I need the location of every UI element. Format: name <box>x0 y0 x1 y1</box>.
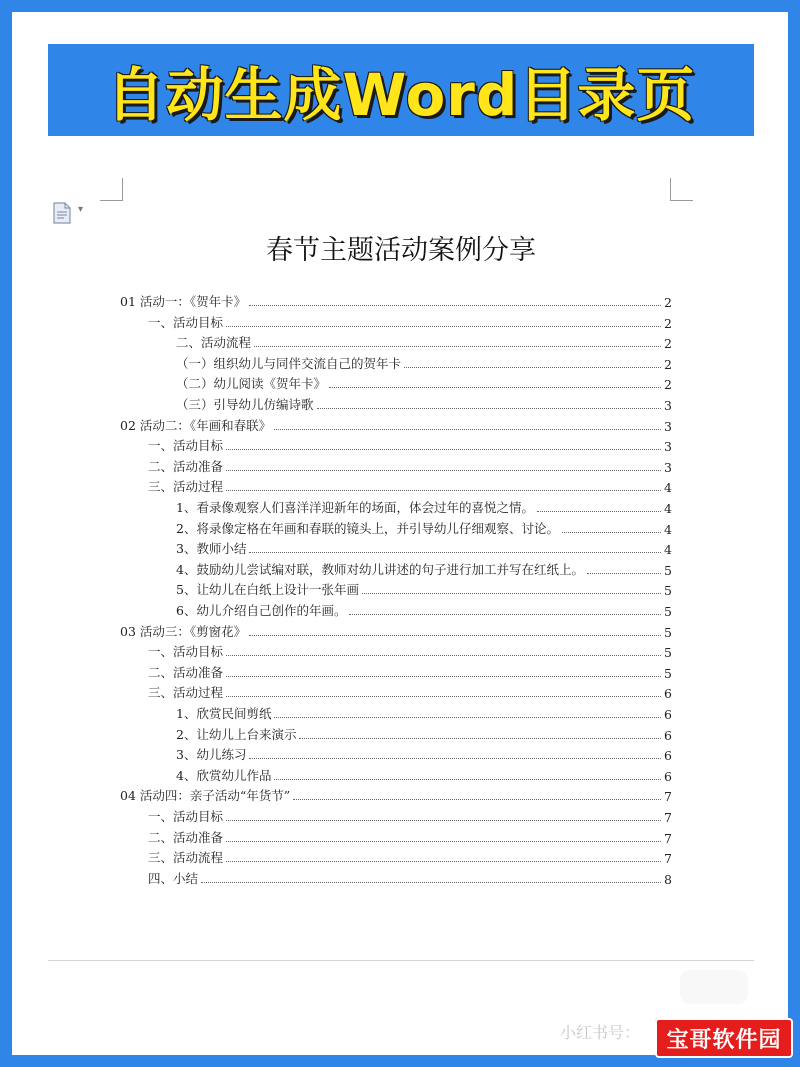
toc-entry-title: 三、活动流程 <box>148 850 224 866</box>
toc-leader-dots <box>226 449 661 450</box>
toc-entry-title: 二、活动流程 <box>176 335 252 351</box>
toc-leader-dots <box>349 614 661 615</box>
toc-entry[interactable] <box>120 620 672 640</box>
toc-entry-title: 二、活动准备 <box>148 664 224 680</box>
toc-page-number: 2 <box>664 356 672 372</box>
brand-logo-badge <box>655 1018 793 1058</box>
toc-page-number: 2 <box>664 295 672 310</box>
toc-page-number: 7 <box>664 810 672 825</box>
toc-entry-title: 一、活动目标 <box>148 314 224 330</box>
toc-entry-title: （三）引导幼儿仿编诗歌 <box>176 397 314 412</box>
toc-entry-title: 2、将录像定格在年画和春联的镜头上，并引导幼儿仔细观察、讨论。 <box>176 520 559 536</box>
toc-leader-dots <box>362 593 661 594</box>
toc-entry-title: 4、鼓励幼儿尝试编对联，教师对幼儿讲述的句子进行加工并写在红纸上。 <box>176 561 584 577</box>
toc-entry[interactable] <box>148 867 672 887</box>
page-bottom-divider <box>48 960 754 961</box>
toc-page-number: 6 <box>664 727 672 743</box>
toc-entry-title: 02 活动二：《年画和春联》 <box>120 417 272 433</box>
toc-leader-dots <box>226 470 661 471</box>
toc-leader-dots <box>249 758 661 759</box>
toc-page-number: 4 <box>664 480 672 496</box>
toc-leader-dots <box>254 346 661 347</box>
toc-entry-title: 一、活动目标 <box>148 644 224 660</box>
toc-page-number: 6 <box>664 686 672 702</box>
toc-leader-dots <box>226 490 661 491</box>
toc-leader-dots <box>404 367 661 368</box>
toc-entry[interactable] <box>148 434 672 454</box>
toc-page-number: 4 <box>664 542 672 558</box>
document-title: 春节主题活动案例分享 <box>266 235 536 266</box>
toc-leader-dots <box>329 387 661 388</box>
toc-page-number: 3 <box>664 459 672 475</box>
toc-page-number: 5 <box>664 583 672 599</box>
toc-entry-title: 3、幼儿练习 <box>176 747 247 763</box>
caret-down-icon[interactable]: ▾ <box>78 204 84 215</box>
toc-entry[interactable] <box>176 331 672 351</box>
toc-entry[interactable] <box>176 702 672 722</box>
toc-leader-dots <box>293 799 661 800</box>
brand-logo-text: 宝哥软件园 <box>666 1027 782 1053</box>
toc-leader-dots <box>537 511 661 512</box>
toc-entry[interactable] <box>176 372 672 392</box>
toc-entry-title: （二）幼儿阅读《贺年卡》 <box>176 376 327 392</box>
toc-entry-title: 6、幼儿介绍自己创作的年画。 <box>176 603 347 618</box>
faint-overlay-button <box>680 970 748 1004</box>
toc-entry-title: （一）组织幼儿与同伴交流自己的贺年卡 <box>176 355 402 371</box>
toc-leader-dots <box>587 573 661 574</box>
toc-leader-dots <box>274 717 661 718</box>
toc-entry[interactable] <box>148 826 672 846</box>
platform-watermark: 小红书号： <box>560 1023 641 1042</box>
toc-entry[interactable] <box>148 805 672 825</box>
toc-page-number: 7 <box>664 830 672 846</box>
toc-entry[interactable] <box>176 352 672 372</box>
toc-entry-title: 二、活动准备 <box>148 829 224 845</box>
toc-page-number: 2 <box>664 315 672 331</box>
document-icon[interactable] <box>52 202 72 224</box>
toc-entry[interactable] <box>176 723 672 743</box>
toc-entry-title: 3、教师小结 <box>176 541 247 557</box>
toc-entry[interactable] <box>120 290 672 310</box>
toc-leader-dots <box>249 635 661 636</box>
toc-entry[interactable] <box>148 640 672 660</box>
toc-leader-dots <box>201 882 661 883</box>
toc-entry-title: 2、让幼儿上台来演示 <box>176 726 297 742</box>
toc-entry[interactable] <box>176 578 672 598</box>
toc-page-number: 6 <box>664 707 672 722</box>
toc-leader-dots <box>317 408 661 409</box>
toc-page-number: 3 <box>664 418 672 434</box>
toc-entry[interactable] <box>148 455 672 475</box>
toc-entry[interactable] <box>176 764 672 784</box>
toc-page-number: 6 <box>664 748 672 764</box>
toc-entry-title: 5、让幼儿在白纸上设计一张年画 <box>176 582 359 598</box>
title-banner <box>48 44 754 136</box>
toc-entry[interactable] <box>148 311 672 331</box>
toc-leader-dots <box>226 696 661 697</box>
toc-leader-dots <box>274 779 661 780</box>
toc-page-number: 8 <box>664 871 672 887</box>
toc-page-number: 6 <box>664 768 672 784</box>
toc-page-number: 2 <box>664 336 672 352</box>
toc-entry[interactable] <box>176 496 672 516</box>
toc-page-number: 2 <box>664 377 672 393</box>
toc-entry[interactable] <box>176 393 672 413</box>
toc-leader-dots <box>226 861 661 862</box>
toc-leader-dots <box>249 305 661 306</box>
toc-entry-title: 一、活动目标 <box>148 809 224 824</box>
toc-entry-title: 04 活动四：亲子活动“年货节” <box>120 788 291 804</box>
toc-entry[interactable] <box>176 558 672 578</box>
toc-entry[interactable] <box>176 537 672 557</box>
toc-entry-title: 一、活动目标 <box>148 438 224 454</box>
toc-entry-title: 03 活动三：《剪窗花》 <box>120 623 247 639</box>
toc-entry-title: 三、活动过程 <box>148 685 224 701</box>
toc-entry[interactable] <box>148 661 672 681</box>
page-corner-mark-left <box>100 178 123 201</box>
toc-entry[interactable] <box>176 517 672 537</box>
toc-page-number: 5 <box>664 645 672 661</box>
toc-leader-dots <box>249 552 661 553</box>
page-corner-mark-right <box>670 178 693 201</box>
toc-leader-dots <box>226 841 661 842</box>
toc-entry-title: 4、欣赏幼儿作品 <box>176 767 272 783</box>
toc-leader-dots <box>562 532 661 533</box>
toc-entry[interactable] <box>176 599 672 619</box>
toc-page-number: 3 <box>664 398 672 413</box>
toc-leader-dots <box>226 676 661 677</box>
document-page <box>48 170 754 970</box>
toc-leader-dots <box>226 820 661 821</box>
toc-page-number: 7 <box>664 789 672 805</box>
toc-entry-title: 01 活动一：《贺年卡》 <box>120 294 247 309</box>
toc-leader-dots <box>226 326 661 327</box>
toc-entry[interactable] <box>120 414 672 434</box>
toc-entry[interactable] <box>120 784 672 804</box>
toc-entry[interactable] <box>148 846 672 866</box>
toc-page-number: 5 <box>664 665 672 681</box>
toc-entry-title: 三、活动过程 <box>148 479 224 495</box>
toc-entry[interactable] <box>176 743 672 763</box>
banner-title: 自动生成Word目录页 <box>106 61 696 129</box>
toc-entry[interactable] <box>148 681 672 701</box>
toc-page-number: 3 <box>664 439 672 455</box>
toc-entry-title: 二、活动准备 <box>148 458 224 474</box>
toc-page-number: 4 <box>664 501 672 516</box>
toc-page-number: 7 <box>664 851 672 867</box>
toc-leader-dots <box>226 655 661 656</box>
toc-page-number: 5 <box>664 624 672 640</box>
toc-leader-dots <box>299 738 661 739</box>
toc-page-number: 5 <box>664 562 672 578</box>
toc-leader-dots <box>274 429 661 430</box>
toc-entry[interactable] <box>148 475 672 495</box>
toc-page-number: 4 <box>664 521 672 537</box>
toc-entry-title: 1、看录像观察人们喜洋洋迎新年的场面，体会过年的喜悦之情。 <box>176 500 534 515</box>
toc-entry-title: 四、小结 <box>148 870 199 886</box>
toc-entry-title: 1、欣赏民间剪纸 <box>176 706 272 721</box>
toc-page-number: 5 <box>664 604 672 619</box>
